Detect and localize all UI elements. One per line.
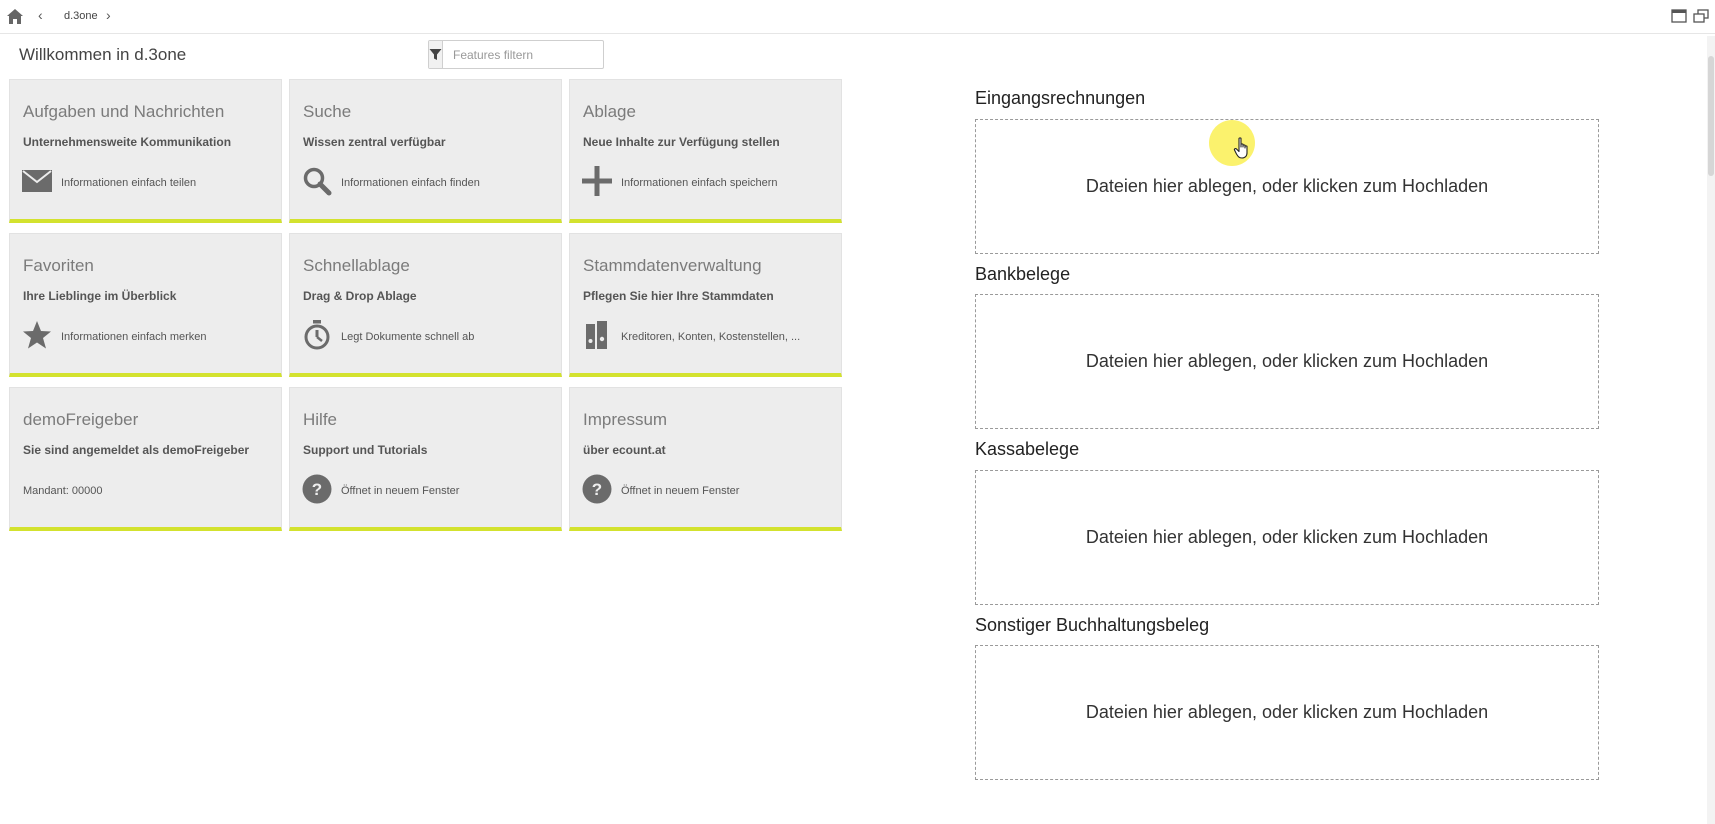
envelope-icon: [22, 166, 52, 196]
tile-stammdatenverwaltung[interactable]: [569, 233, 842, 377]
tile-info: Öffnet in neuem Fenster: [341, 485, 460, 497]
question-icon: [302, 474, 332, 504]
hand-cursor-icon: [1233, 137, 1251, 159]
tile-info: Kreditoren, Konten, Kostenstellen, ...: [621, 331, 801, 343]
tile-demofreigeber[interactable]: [9, 387, 282, 531]
tile-info: Informationen einfach finden: [341, 177, 480, 189]
stopwatch-icon: [302, 320, 332, 350]
tile-subtitle: Unternehmensweite Kommunikation: [23, 135, 232, 149]
feature-filter: [428, 40, 604, 69]
filter-button[interactable]: [429, 41, 443, 68]
dropzone-kassabelege[interactable]: Dateien hier ablegen, oder klicken zum Hochladen: [975, 470, 1599, 605]
star-icon: [22, 320, 52, 350]
tile-subtitle: Pflegen Sie hier Ihre Stammdaten: [583, 289, 774, 303]
home-icon[interactable]: [6, 8, 24, 25]
tile-info: Informationen einfach teilen: [61, 177, 197, 189]
tile-title: Hilfe: [303, 410, 338, 429]
tile-subtitle: Support und Tutorials: [303, 443, 428, 457]
tile-info: Mandant: 00000: [23, 485, 103, 497]
tile-subtitle: Sie sind angemeldet als demoFreigeber: [23, 443, 250, 457]
back-button[interactable]: ‹: [38, 7, 43, 23]
breadcrumb-item[interactable]: d.3one: [64, 10, 98, 22]
filter-icon: [429, 48, 442, 61]
tile-subtitle: Neue Inhalte zur Verfügung stellen: [583, 135, 780, 149]
tile-subtitle: über ecount.at: [583, 443, 666, 457]
scrollbar-thumb[interactable]: [1708, 56, 1714, 176]
tile-info: Informationen einfach merken: [61, 331, 207, 343]
upload-zone-title-bankbelege: Bankbelege: [975, 264, 1071, 284]
tile-title: Impressum: [583, 410, 668, 429]
tile-title: demoFreigeber: [23, 410, 139, 429]
tile-info: Informationen einfach speichern: [621, 177, 778, 189]
page-scrollbar[interactable]: [1707, 36, 1715, 824]
tile-favoriten[interactable]: [9, 233, 282, 377]
magnifier-icon: [302, 166, 332, 196]
upload-zone-title-eingangsrechnungen: Eingangsrechnungen: [975, 88, 1146, 108]
upload-zone-title-sonstiger-buchhaltungsbeleg: Sonstiger Buchhaltungsbeleg: [975, 615, 1210, 635]
tile-title: Aufgaben und Nachrichten: [23, 102, 225, 121]
tile-title: Schnellablage: [303, 256, 410, 275]
tile-info: Öffnet in neuem Fenster: [621, 485, 740, 497]
forward-button[interactable]: ›: [106, 7, 111, 23]
plus-icon: [582, 166, 612, 196]
tile-subtitle: Ihre Lieblinge im Überblick: [23, 289, 177, 303]
tile-suche[interactable]: [289, 79, 562, 223]
tile-title: Favoriten: [23, 256, 94, 275]
tile-subtitle: Wissen zentral verfügbar: [303, 135, 446, 149]
tile-title: Stammdatenverwaltung: [583, 256, 762, 275]
dropzone-eingangsrechnungen[interactable]: Dateien hier ablegen, oder klicken zum Hochladen: [975, 119, 1599, 254]
top-navigation-bar: [0, 0, 1715, 34]
tile-impressum[interactable]: [569, 387, 842, 531]
upload-zone-title-kassabelege: Kassabelege: [975, 439, 1080, 459]
tile-title: Ablage: [583, 102, 636, 121]
question-icon: [582, 474, 612, 504]
svg-text:?: ?: [311, 480, 323, 499]
binders-icon: [582, 320, 612, 350]
maximize-icon[interactable]: [1671, 9, 1687, 23]
tile-hilfe[interactable]: [289, 387, 562, 531]
features-filter-input[interactable]: [443, 41, 608, 68]
dropzone-bankbelege[interactable]: Dateien hier ablegen, oder klicken zum Hochladen: [975, 294, 1599, 429]
tile-schnellablage[interactable]: [289, 233, 562, 377]
svg-text:?: ?: [591, 480, 603, 499]
tile-info: Legt Dokumente schnell ab: [341, 331, 475, 343]
tile-aufgaben[interactable]: [9, 79, 282, 223]
tile-subtitle: Drag & Drop Ablage: [303, 289, 417, 303]
tile-title: Suche: [303, 102, 352, 121]
tile-ablage[interactable]: [569, 79, 842, 223]
restore-icon[interactable]: [1693, 9, 1709, 23]
dropzone-sonstiger-buchhaltungsbeleg[interactable]: Dateien hier ablegen, oder klicken zum Hochladen: [975, 645, 1599, 780]
page-title: Willkommen in d.3one: [19, 45, 187, 64]
